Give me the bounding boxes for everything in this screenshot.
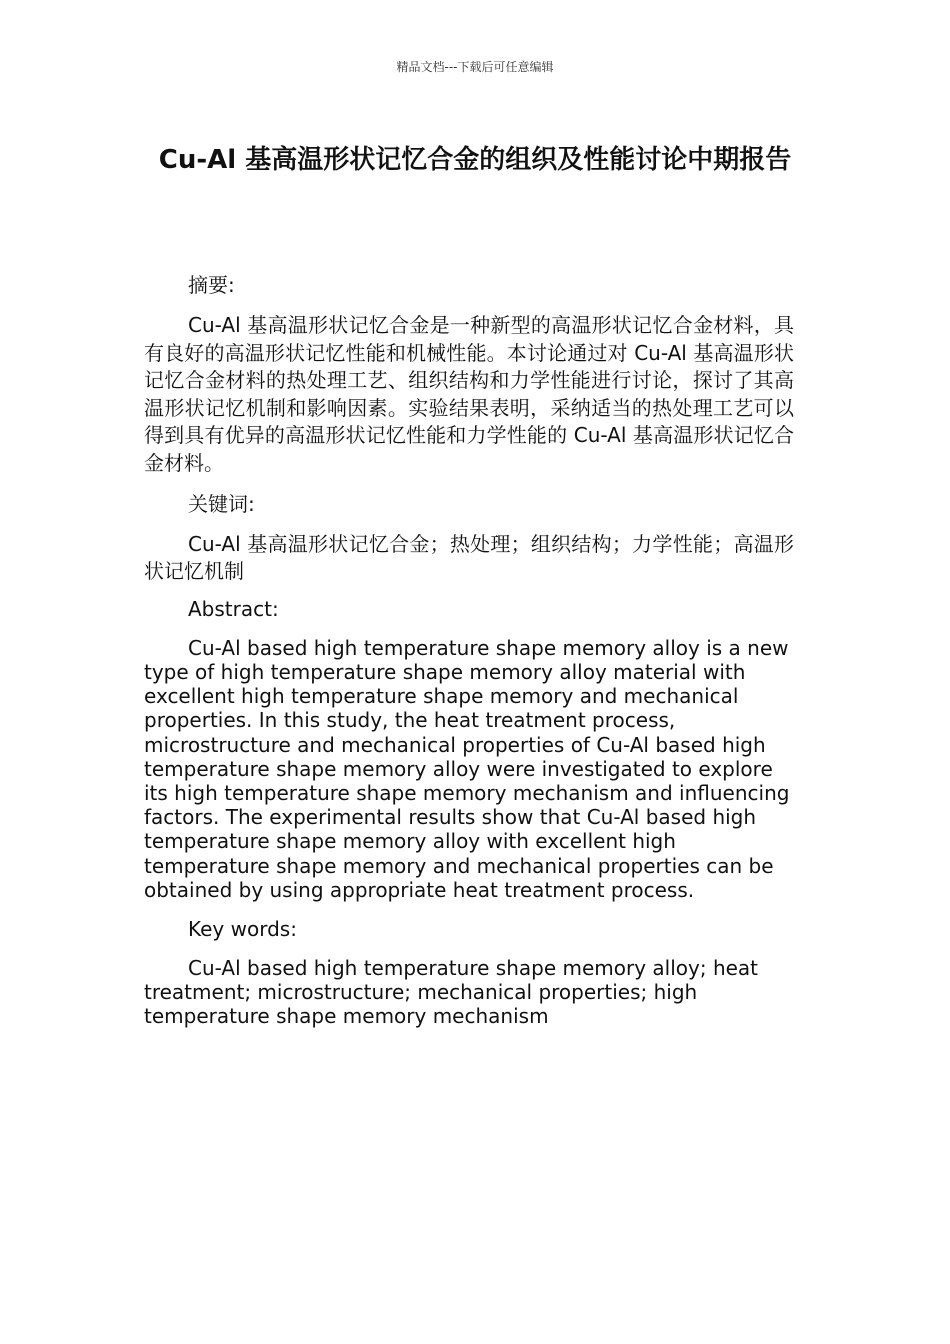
keywords-zh-text: Cu-Al 基高温形状记忆合金；热处理；组织结构；力学性能；高温形状记忆机制 xyxy=(144,531,794,584)
keywords-en-label: Key words: xyxy=(188,916,297,941)
keywords-en-text: Cu-Al based high temperature shape memory alloy; heat treatment; microstructure; mechanical properties; high temperature shape memory mechanism xyxy=(144,955,759,1029)
document-body xyxy=(144,272,794,1043)
abstract-en-label: Abstract: xyxy=(188,596,279,621)
document-title: Cu-Al 基高温形状记忆合金的组织及性能讨论中期报告 xyxy=(158,145,792,175)
abstract-en-text: Cu-Al based high temperature shape memory alloy is a new type of high temperature shape memory alloy material with excellent high temperature shape memory and mechanical properties. In this study, the heat treatment process, microstructure and mechanical properties of Cu-Al based high temperature shape memory alloy were investigated to explore its high temperature shape memory mechanism and influencing factors. The experimental results show that Cu-Al based high temperature shape memory alloy with excellent high temperature shape memory and mechanical properties can be obtained by using appropriate heat treatment process. xyxy=(144,635,790,902)
abstract-zh-text: Cu-Al 基高温形状记忆合金是一种新型的高温形状记忆合金材料，具有良好的高温形状记忆性能和机械性能。本讨论通过对 Cu-Al 基高温形状记忆合金材料的热处理工艺、组织结构和力学性能进行讨论，探讨了其高温形状记忆机制和影响因素。实验结果表明，采纳适当的热处理工艺可以得到具有优异的高温形状记忆性能和力学性能的 Cu-Al 基高温形状记忆合金材料。 xyxy=(144,313,794,475)
keywords-zh-label: 关键词: xyxy=(188,491,255,516)
abstract-zh-label: 摘要: xyxy=(188,273,235,297)
page-header-note: 精品文档---下载后可任意编辑 xyxy=(396,60,554,74)
